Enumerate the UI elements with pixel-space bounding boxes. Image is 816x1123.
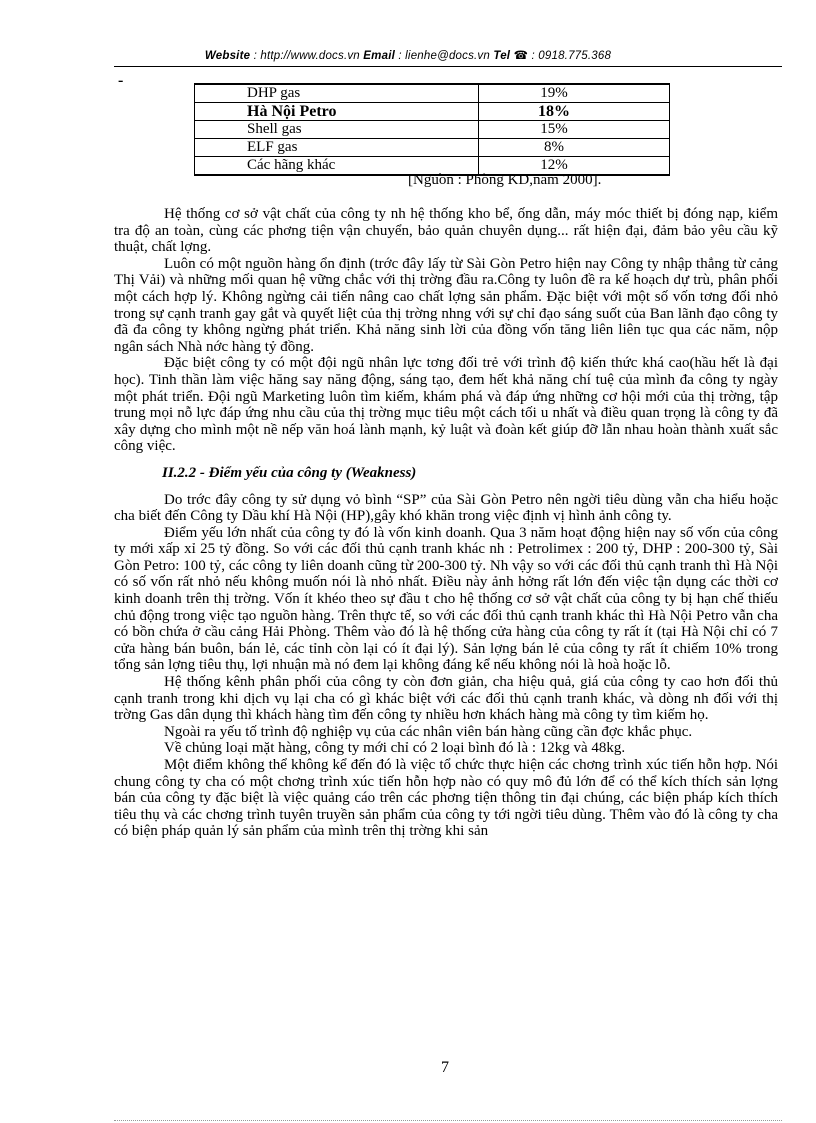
website-label: Website [204,50,251,62]
paragraph: Luôn có một nguồn hàng ổn định (trớc đây lấy từ Sài Gòn Petro hiện nay Công ty nhập thẳng từ cảng Thị Vải) và những mối quan hệ vững chắc với thị trờng đầu ra.Công ty luôn đề ra kế hoạch dự trù, phân phối một cách hợp lý. Không ngừng cải tiến nâng cao chất lợng sản phẩm. Đặc biệt với một số vốn tơng đối nhỏ trong sự cạnh tranh gay gắt và quyết liệt của thị trờng nhng với sự chỉ đạo sáng suốt của Ban lãnh đạo công ty đã đa công ty không ngừng phát triển. Khả năng sinh lời của đồng vốn tăng liên liên tục qua các năm, nộp ngân sách Nhà nớc hàng tỷ đồng. [114,255,778,355]
paragraph: Do trớc đây công ty sử dụng vỏ bình “SP” của Sài Gòn Petro nên ngời tiêu dùng vẫn cha hiểu hoặc cha biết đến Công ty Dầu khí Hà Nội (HP),gây khó khăn trong việc định vị hình ảnh công ty. [114,491,778,525]
tel-label: Tel [493,50,511,62]
paragraph: Hệ thống kênh phân phối của công ty còn đơn giản, cha hiệu quả, giá của công ty cao hơn đối thủ cạnh tranh trong khi dịch vụ lại cha có gì khác biệt với các đối thủ cạnh tranh khác, và dòng nh đối với thị trờng Gas dân dụng thì khách hàng tìm đến công ty nhiều hơn khách hàng mà công ty tìm kiếm họ. [114,674,778,724]
table-row [195,84,670,103]
company-cell: Hà Nội Petro [195,103,479,121]
company-cell: Các hãng khác [195,157,479,176]
section-heading: II.2.2 - Điểm yếu của công ty (Weakness) [162,464,417,481]
table-row [195,121,670,139]
share-cell: 12% [479,157,670,176]
email-value: : lienhe@docs.vn [398,50,490,62]
paragraph: Hệ thống cơ sở vật chất của công ty nh hệ thống kho bể, ống dẫn, máy móc thiết bị đóng nạp, kiểm tra độ an toàn, cùng các phơng tiện vận chuyển, bảo quản chuyên dụng... rất hiện đại, đảm bảo yêu cầu kỹ thuật, chất lợng. [114,206,778,256]
footer-divider [114,1120,782,1121]
paragraph: Một điểm không thể không kể đến đó là việc tổ chức thực hiện các chơng trình xúc tiến hỗn hợp. Nói chung công ty cha có một chơng trình xúc tiến hỗn hợp nào có quy mô đủ lớn để có thể kích thích sản lợng bán của công ty đặc biệt là việc quảng cáo trên các phơng tiện thông tin đại chúng, các biện pháp kích thích tiêu thụ và các chơng trình tuyên truyền sản phẩm của công ty tới ngời tiêu dùng. Thêm vào đó là công ty cha có biện pháp quản lý sản phẩm của mình trên thị trờng khi sản [114,757,778,840]
bullet-mark: - [118,72,124,89]
share-cell: 18% [479,103,670,121]
email-label: Email [363,50,395,62]
company-cell: ELF gas [195,139,479,157]
website-value: : http://www.docs.vn [253,50,360,62]
header-divider [114,66,782,67]
paragraph: Về chủng loại mặt hàng, công ty mới chỉ có 2 loại bình đó là : 12kg và 48kg. [164,740,626,757]
market-share-table [194,83,670,176]
tel-value: ☎ : 0918.775.368 [513,50,612,62]
share-cell: 19% [479,84,670,103]
company-cell: Shell gas [195,121,479,139]
page-header [0,48,816,62]
page-number: 7 [441,1059,449,1076]
table-row [195,139,670,157]
share-cell: 15% [479,121,670,139]
table-source: [Nguồn : Phòng KD,năm 2000]. [408,172,602,188]
paragraph: Đặc biệt công ty có một đội ngũ nhân lực tơng đối trẻ với trình độ kiến thức khá cao(hầu hết là đại học). Tinh thần làm việc hăng say năng động, sáng tạo, đem hết khả năng chí tuệ của mình đa công ty ngày một phát triển. Đội ngũ Marketing luôn tìm kiếm, khám phá và đáp ứng những cơ hội mới của thị trờng, tập trung mọi nỗ lực đáp ứng nhu cầu của thị trờng mục tiêu một cách tối u nhất và điều quan trọng là công ty đã xây dựng cho mình một nề nếp văn hoá lành mạnh, kỷ luật và đoàn kết giúp đỡ lẫn nhau hoàn thành xuất sắc công việc. [114,355,778,455]
company-cell: DHP gas [195,84,479,103]
table-row [195,103,670,121]
paragraph: Ngoài ra yếu tố trình độ nghiệp vụ của các nhân viên bán hàng cũng cần đợc khắc phục. [164,723,693,740]
document-body [114,206,778,840]
share-cell: 8% [479,139,670,157]
paragraph: Điểm yếu lớn nhất của công ty đó là vốn kinh doanh. Qua 3 năm hoạt động hiện nay số vốn của công ty mới xấp xỉ 25 tỷ đồng. So với các đối thủ cạnh tranh khác nh : Petrolimex : 200 tỷ, DHP : 200-300 tỷ, Sài Gòn Petro: 100 tỷ, các công ty liên doanh cũng từ 200-300 tỷ. Nh vậy so với các đối thủ cạnh tranh thì Hà Nội có số vốn rất nhỏ nếu không muốn nói là nhỏ nhất. Điều này ảnh hởng rất lớn đến việc tận dụng các thời cơ kinh doanh trên thị trờng. Vốn ít khéo theo sự đầu t cho hệ thống cơ sở vật chất của công ty bị hạn chế thiếu chủ động trong việc tạo nguồn hàng. Trên thực tế, so với các đối thủ cạnh tranh khác thì Hà Nội Petro vẫn cha có bồn chứa ở cầu cảng Hải Phòng. Thêm vào đó là hệ thống cửa hàng của công ty rất ít (tại Hà Nội chỉ có 7 cửa hàng bán buôn, bán lẻ, các tỉnh còn lại có ít đại lý). Sản lợng bán lẻ của công ty rất ít chiếm 10% trong tổng sản lợng tiêu thụ, lợi nhuận mà nó đem lại không đáng kể nếu không nói là hoà hoặc lỗ. [114,524,778,674]
